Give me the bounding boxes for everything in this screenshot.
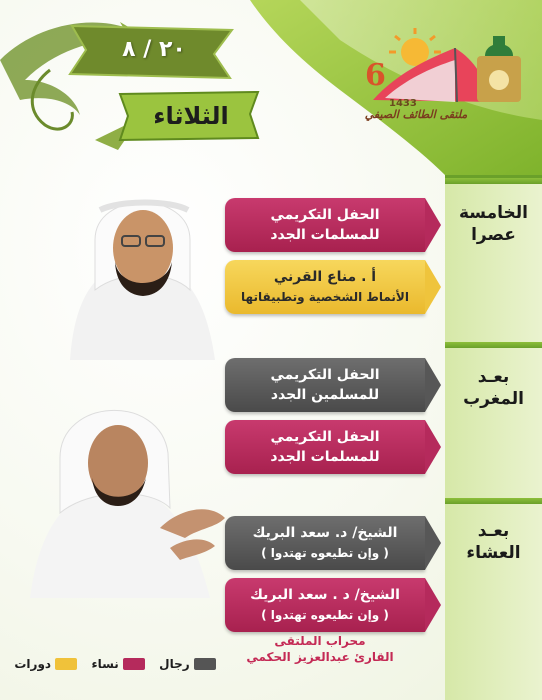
imam-credit: [230, 633, 410, 665]
session-title: الحفل التكريمي: [270, 429, 380, 445]
legend-swatch: [55, 658, 77, 670]
session-card: [225, 358, 425, 412]
speaker-portrait-1: [40, 170, 240, 360]
legend-item-courses: [14, 657, 77, 671]
session-subtitle: للمسلمات الجدد: [270, 227, 380, 243]
sidebar-divider: [445, 178, 542, 184]
session-title: أ . مناع القرني: [273, 269, 377, 285]
time-label-line: عصرا: [471, 225, 516, 245]
logo-edition-number: 6: [365, 58, 386, 93]
time-slot-maghrib: [445, 366, 542, 410]
session-subtitle: للمسلمات الجدد: [270, 449, 380, 465]
session-card: [225, 516, 425, 570]
legend-label: نساء: [91, 657, 119, 671]
legend-swatch: [123, 658, 145, 670]
time-label-line: العشاء: [466, 543, 521, 563]
sidebar-divider: [445, 498, 542, 504]
sidebar-divider: [445, 342, 542, 348]
legend-label: دورات: [14, 657, 52, 671]
session-subtitle: ( وإن تطيعوه تهتدوا ): [261, 608, 389, 622]
date-label: ٢٠ / ٨: [122, 36, 186, 62]
event-logo: [345, 20, 535, 130]
session-subtitle: ( وإن تطيعوه تهتدوا ): [261, 546, 389, 560]
session-title: الشيخ/ د. سعد البريك: [252, 525, 398, 541]
time-sidebar: [445, 178, 542, 700]
session-title: الحفل التكريمي: [270, 207, 380, 223]
session-title: الحفل التكريمي: [270, 367, 380, 383]
time-label-line: بعـد: [477, 367, 510, 387]
time-slot-isha: [445, 520, 542, 564]
logo-title: ملتقى الطائف الصيفي: [364, 108, 468, 121]
day-label: الثلاثاء: [153, 102, 229, 130]
time-label-line: المغرب: [463, 389, 524, 409]
session-title: الشيخ/ د . سعد البريك: [250, 587, 400, 603]
time-slot-afternoon: [445, 202, 542, 246]
imam-title: محراب الملتقى: [274, 634, 366, 648]
speaker-portrait-2: [20, 378, 235, 598]
session-card: [225, 578, 425, 632]
session-subtitle: للمسلمين الجدد: [270, 387, 380, 403]
legend-item-women: [91, 657, 144, 671]
session-card: [225, 420, 425, 474]
logo-year: 1433: [389, 98, 417, 109]
time-label-line: الخامسة: [459, 203, 528, 223]
legend-swatch: [194, 658, 216, 670]
legend: [0, 652, 230, 676]
legend-item-men: [159, 657, 215, 671]
session-subtitle: الأنماط الشخصية وتطبيقاتها: [241, 290, 409, 304]
session-card: [225, 260, 425, 314]
legend-label: رجال: [159, 657, 190, 671]
session-card: [225, 198, 425, 252]
imam-name: القارئ عبدالعزيز الحكمي: [246, 650, 394, 664]
time-label-line: بعـد: [477, 521, 510, 541]
